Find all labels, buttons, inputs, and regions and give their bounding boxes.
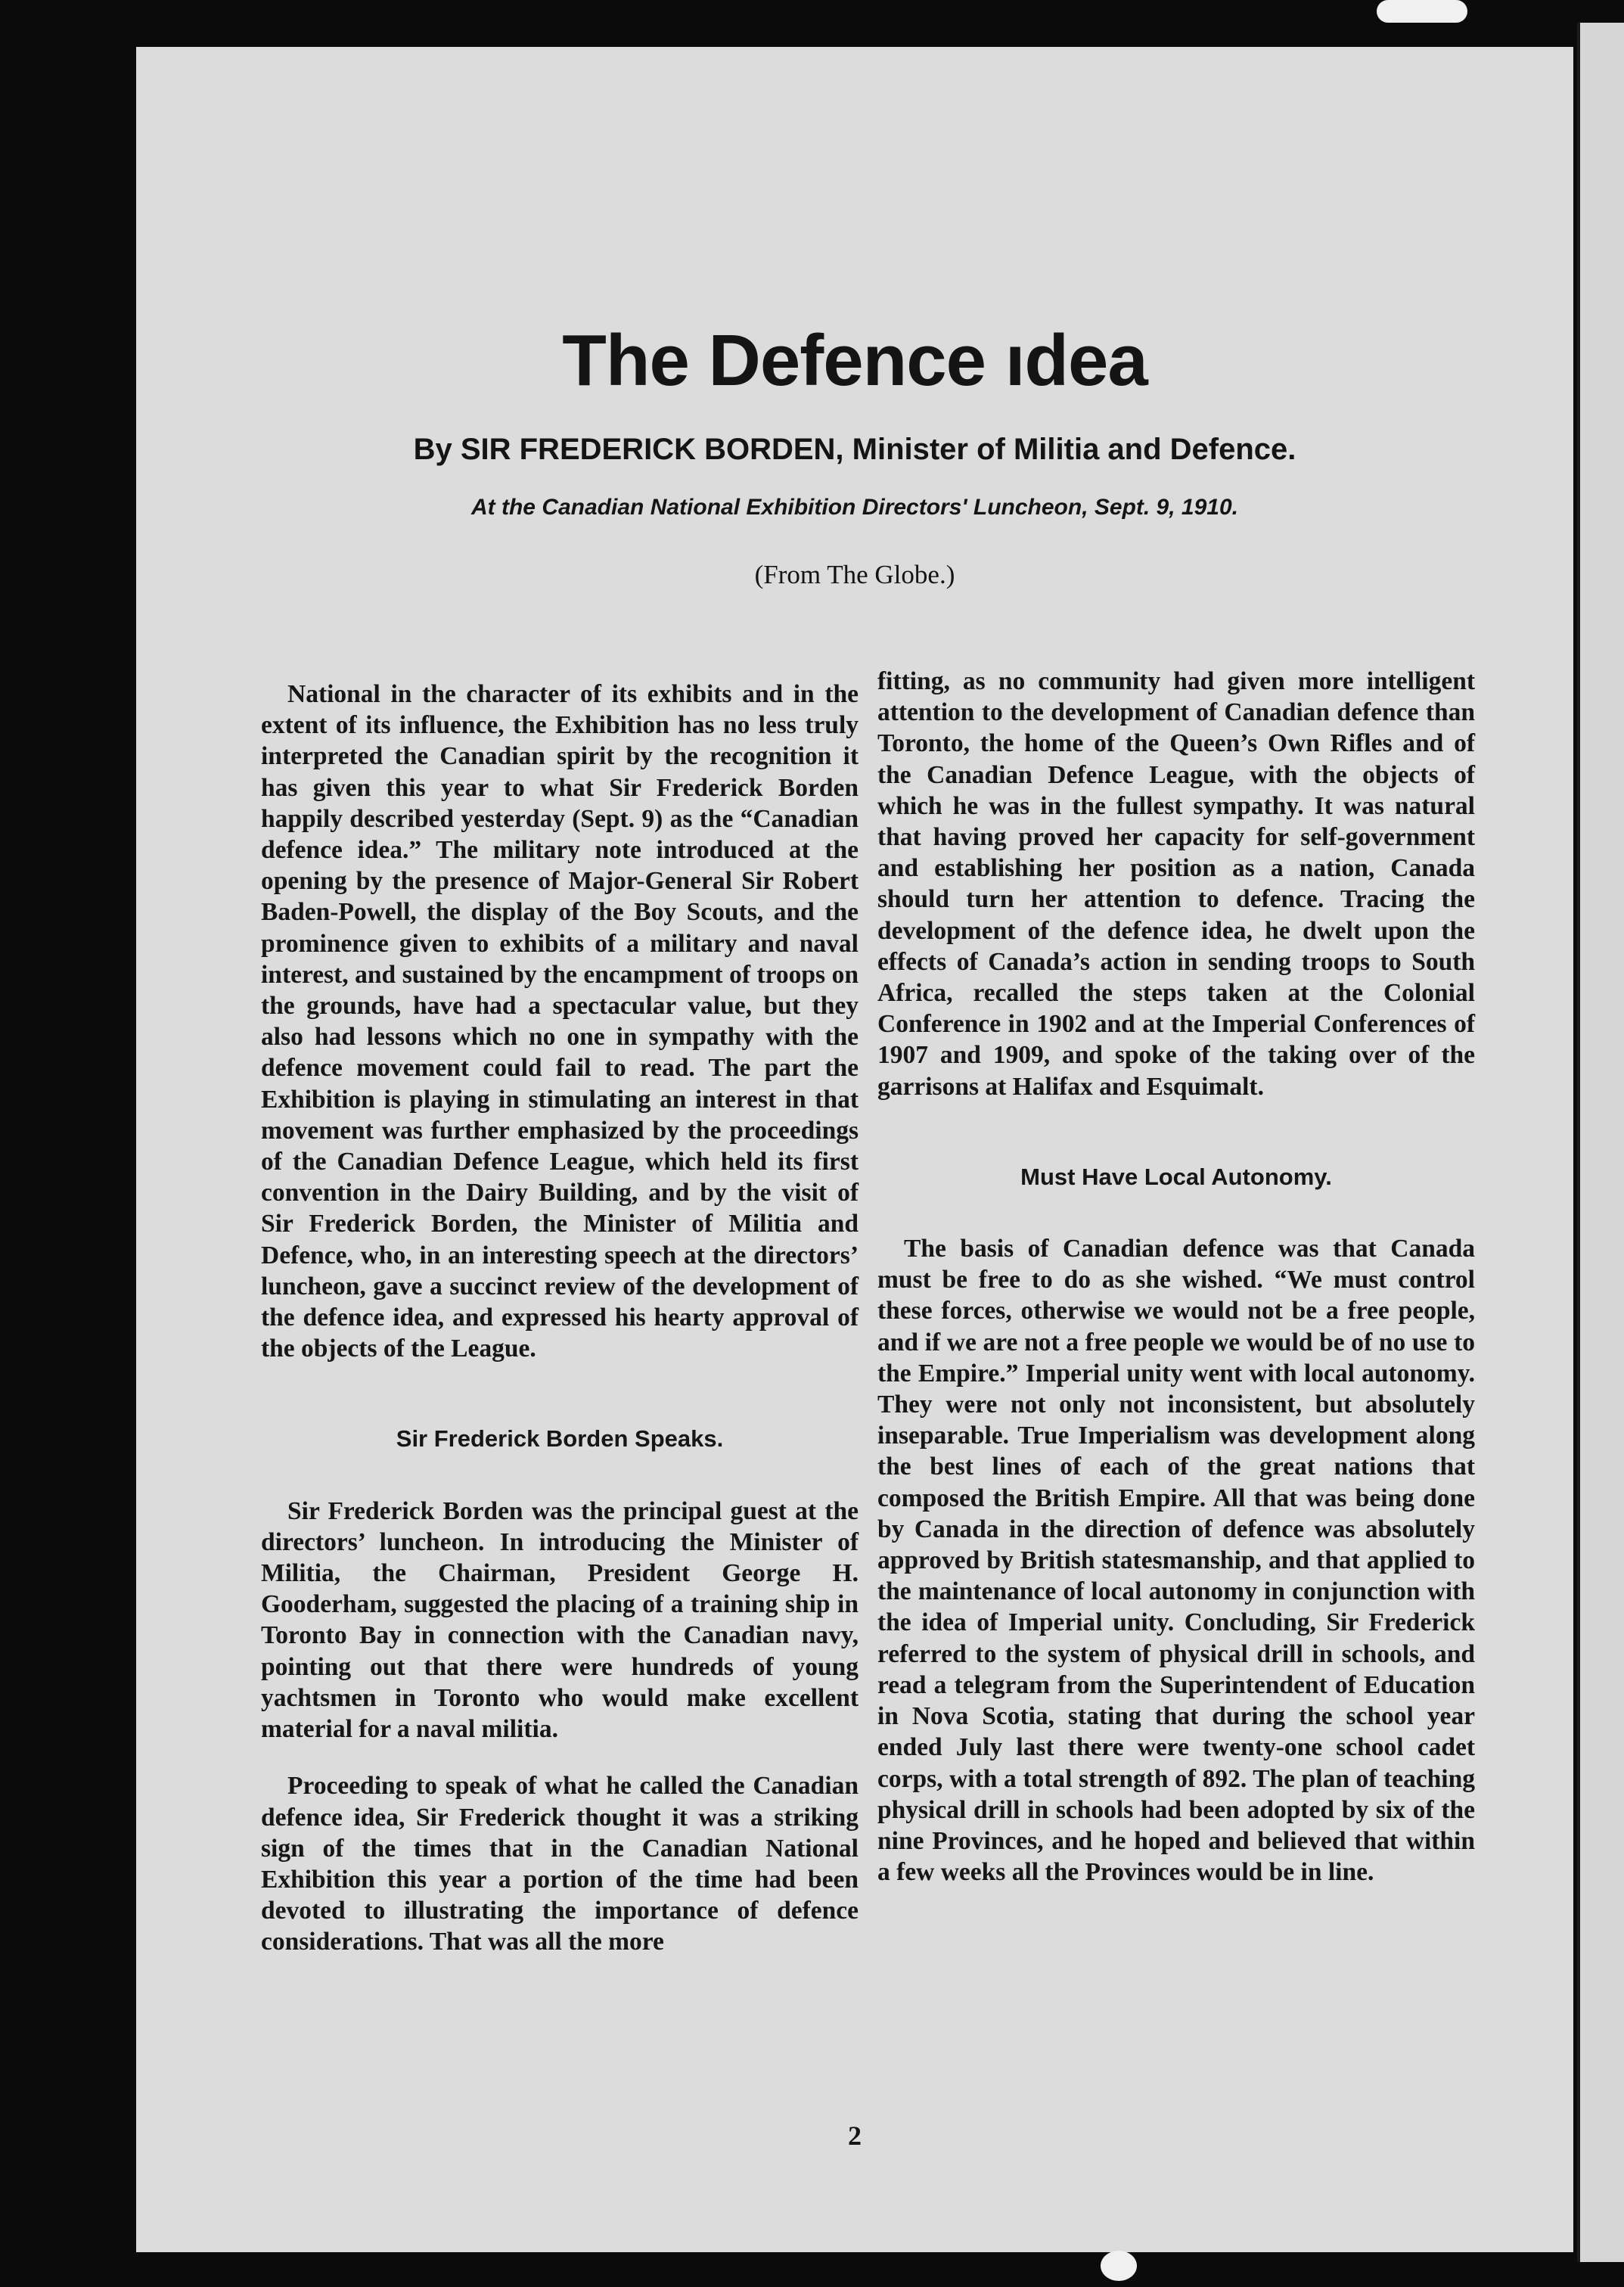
article-title: The Defence ıdea	[562, 320, 1147, 401]
subhead-local-autonomy: Must Have Local Autonomy.	[1020, 1163, 1332, 1190]
article-byline: By SIR FREDERICK BORDEN, Minister of Militia and Defence.	[413, 433, 1296, 466]
body-paragraph: Sir Frederick Borden was the principal guest at the directors’ luncheon. In introducing the Minister of Militia, the Chairman, President George H. Gooderham, suggested the placing of a training ship in Toronto Bay in connection with the Canadian navy, pointing out that there were hundreds of young yachtsmen in Toronto who would make excellent material for a naval militia.	[261, 1496, 859, 1744]
adjacent-page-edge	[1577, 23, 1624, 2262]
document-page	[136, 47, 1573, 2252]
right-column	[877, 666, 1475, 1888]
subhead-borden-speaks: Sir Frederick Borden Speaks.	[396, 1425, 724, 1453]
scan-speck	[1377, 0, 1467, 23]
page-number: 2	[848, 2121, 862, 2151]
body-paragraph: The basis of Canadian defence was that Canada must be free to do as she wished. “We must control these forces, otherwise we would not be a free people, and if we are not a free people we would be of no use to the Empire.” Imperial unity went with local autonomy. They were not only not inconsistent, but absolutely inseparable. True Imperialism was development along the best lines of each of the great nations that composed the British Empire. All that was being done by Canada in the direction of defence was absolutely approved by British statesmanship, and that applied to the maintenance of local autonomy in conjunction with the idea of Imperial unity. Concluding, Sir Frederick referred to the system of physical drill in schools, and read a telegram from the Superintendent of Education in Nova Scotia, stating that during the school year ended July last there were twenty-one school cadet corps, with a total strength of 892. The plan of teaching physical drill in schools had been adopted by six of the nine Provinces, and he hoped and believed that within a few weeks all the Provinces would be in line.	[877, 1235, 1475, 1887]
scan-speck	[1101, 2251, 1137, 2281]
article-source: (From The Globe.)	[754, 560, 955, 589]
intro-paragraph: National in the character of its exhibits and in the extent of its influence, the Exhibition has no less truly interpreted the Canadian spirit by the recognition it has given this year to what Sir Frederick Borden happily described yesterday (Sept. 9) as the “Canadian defence idea.” The military note introduced at the opening by the presence of Major-General Sir Robert Baden-Powell, the display of the Boy Scouts, and the prominence given to exhibits of a military and naval interest, and sustained by the encampment of troops on the grounds, have had a spectacular value, but they also had lessons which no one in sympathy with the defence movement could fail to read. The part the Exhibition is playing in stimulating an interest in that movement was further emphasized by the proceedings of the Canadian Defence League, which held its first convention in the Dairy Building, and by the visit of Sir Frederick Borden, the Minister of Militia and Defence, who, in an interesting speech at the directors’ luncheon, gave a succinct review of the development of the defence idea, and expressed his hearty approval of the objects of the League.	[261, 680, 859, 1363]
left-column	[261, 679, 859, 1958]
body-paragraph: Proceeding to speak of what he called the Canadian defence idea, Sir Frederick thought it was a striking sign of the times that in the Canadian National Exhibition this year a portion of the time had been devoted to illustrating the importance of defence considerations. That was all the more	[261, 1772, 859, 1956]
article-occasion: At the Canadian National Exhibition Directors' Luncheon, Sept. 9, 1910.	[471, 495, 1238, 520]
body-paragraph: fitting, as no community had given more intelligent attention to the development of Canadian defence than Toronto, the home of the Queen’s Own Rifles and of the Canadian Defence League, with the objects of which he was in the fullest sympathy. It was natural that having proved her capacity for self-government and establishing her position as a nation, Canada should turn her attention to defence. Tracing the development of the defence idea, he dwelt upon the effects of Canada’s action in sending troops to South Africa, recalled the steps taken at the Colonial Conference in 1902 and at the Imperial Conferences of 1907 and 1909, and spoke of the taking over of the garrisons at Halifax and Esquimalt.	[877, 667, 1475, 1101]
